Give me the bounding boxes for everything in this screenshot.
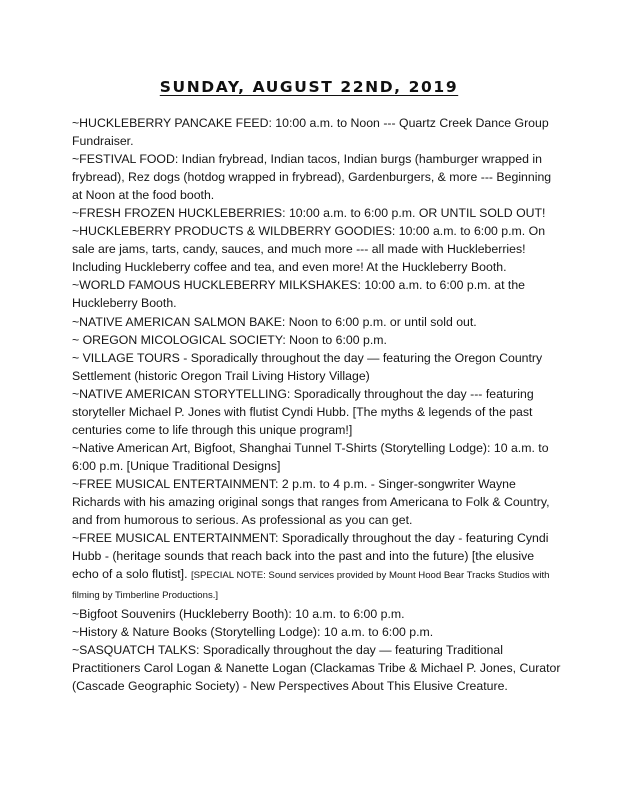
- event-item-festival-food: ~FESTIVAL FOOD: Indian frybread, Indian tacos, Indian burgs (hamburger wrapped in frybread), Rez dogs (hotdog wrapped in frybread), Gardenburgers, & more --- Beginning at Noon at the food booth.: [72, 152, 552, 203]
- event-item-bigfoot-souvenirs: ~Bigfoot Souvenirs (Huckleberry Booth): 10 a.m. to 6:00 p.m.: [72, 607, 405, 622]
- page-title: SUNDAY, AUGUST 22ND, 2019: [159, 78, 459, 96]
- event-item-music-wayne-richards: ~FREE MUSICAL ENTERTAINMENT: 2 p.m. to 4 p.m. - Singer-songwriter Wayne Richards with his amazing original songs that ranges from Americana to Folk & Country, and from humorous to serious. As professional as you can get.: [72, 476, 550, 528]
- event-item-tshirts: ~Native American Art, Bigfoot, Shanghai Tunnel T-Shirts (Storytelling Lodge): 10 a.m. to 6:00 p.m. [Unique Traditional Designs]: [72, 440, 549, 473]
- event-item-history-books: ~History & Nature Books (Storytelling Lodge): 10 a.m. to 6:00 p.m.: [72, 625, 434, 640]
- event-item-huckleberry-products: ~HUCKLEBERRY PRODUCTS & WILDBERRY GOODIES: 10:00 a.m. to 6:00 p.m. On sale are jams, tarts, candy, sauces, and much more --- all made with Huckleberries! Including Huckleberry coffee and tea, and even more! At the Huckleberry Booth.: [72, 224, 546, 275]
- event-schedule-list: [72, 114, 562, 696]
- event-item-storytelling: ~NATIVE AMERICAN STORYTELLING: Sporadically throughout the day --- featuring storyteller Michael P. Jones with flutist Cyndi Hubb. [The myths & legends of the past centuries come to life through this unique program!]: [72, 386, 534, 437]
- event-item-milkshakes: ~WORLD FAMOUS HUCKLEBERRY MILKSHAKES: 10:00 a.m. to 6:00 p.m. at the Huckleberry Booth.: [72, 278, 525, 311]
- event-item-sasquatch-talks: ~SASQUATCH TALKS: Sporadically throughout the day — featuring Traditional Practitioners Carol Logan & Nanette Logan (Clackamas Tribe & Michael P. Jones, Curator (Cascade Geographic Society) - New Perspectives About This Elusive Creature.: [72, 643, 561, 694]
- event-item-music-cyndi-hubb: [72, 529, 562, 605]
- event-item-micological-society: ~ OREGON MICOLOGICAL SOCIETY: Noon to 6:00 p.m.: [72, 332, 387, 347]
- event-item-frozen-huckleberries: ~FRESH FROZEN HUCKLEBERRIES: 10:00 a.m. to 6:00 p.m. OR UNTIL SOLD OUT!: [72, 206, 546, 221]
- event-item-salmon-bake: ~NATIVE AMERICAN SALMON BAKE: Noon to 6:00 p.m. or until sold out.: [72, 314, 477, 329]
- event-item-village-tours: ~ VILLAGE TOURS - Sporadically throughout the day — featuring the Oregon Country Settlement (historic Oregon Trail Living History Village): [72, 350, 543, 383]
- event-item-music-cyndi-hubb-text: ~FREE MUSICAL ENTERTAINMENT: Sporadically throughout the day - featuring Cyndi Hubb - (heritage sounds that reach back into the past and into the future) [the elusive echo of a solo flutist].: [72, 531, 549, 582]
- event-item-pancake-feed: ~HUCKLEBERRY PANCAKE FEED: 10:00 a.m. to Noon --- Quartz Creek Dance Group Fundraiser.: [72, 116, 549, 149]
- special-note: [SPECIAL NOTE: Sound services provided by Mount Hood Bear Tracks Studios with filming by Timberline Productions.]: [72, 570, 550, 602]
